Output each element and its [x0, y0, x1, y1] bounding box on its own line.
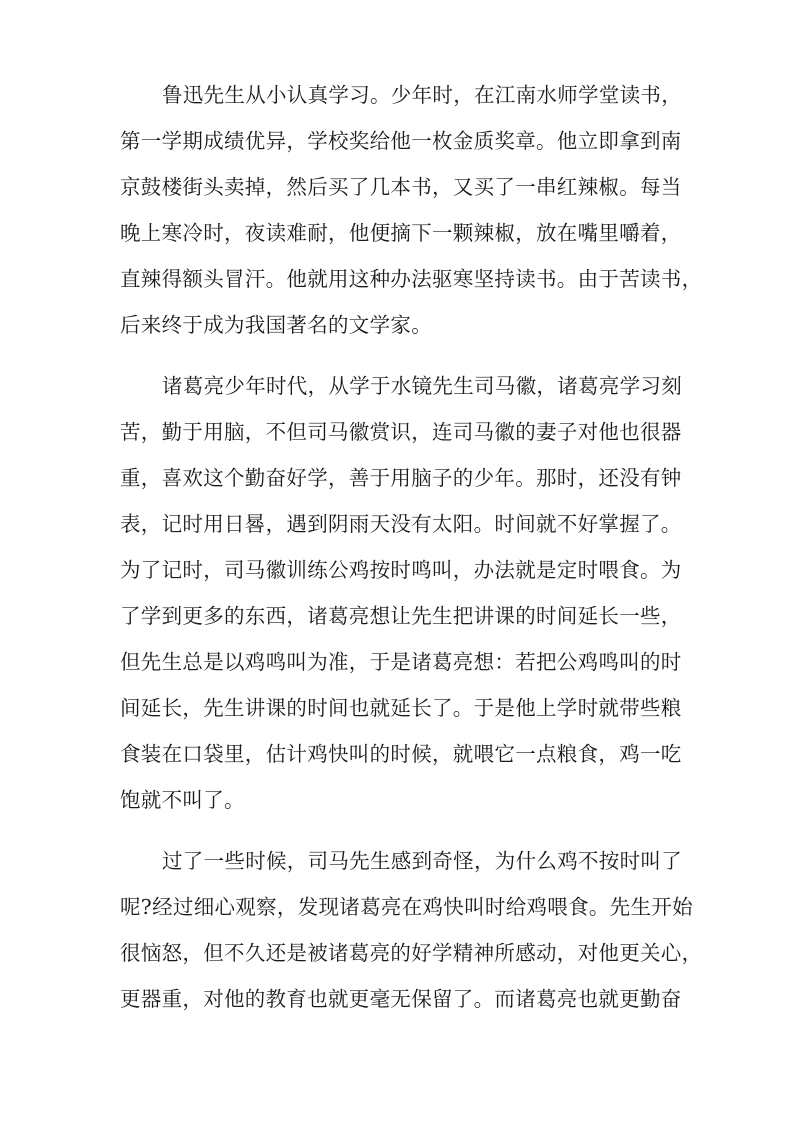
text-line: 过了一些时候，司马先生感到奇怪，为什么鸡不按时叫了: [162, 849, 682, 873]
text-line: 但先生总是以鸡鸣叫为准，于是诸葛亮想：若把公鸡鸣叫的时: [120, 650, 682, 674]
text-line: 更器重，对他的教育也就更毫无保留了。而诸葛亮也就更勤奋: [120, 987, 682, 1011]
text-line: 鲁迅先生从小认真学习。少年时，在江南水师学堂读书，: [162, 83, 682, 107]
text-line: 食装在口袋里，估计鸡快叫的时候，就喂它一点粮食，鸡一吃: [120, 742, 682, 766]
text-line: 苦，勤于用脑，不但司马徽赏识，连司马徽的妻子对他也很器: [120, 420, 682, 444]
text-line: 后来终于成为我国著名的文学家。: [120, 313, 432, 337]
text-line: 饱就不叫了。: [120, 788, 245, 812]
text-line: 第一学期成绩优异，学校奖给他一枚金质奖章。他立即拿到南: [120, 129, 682, 153]
text-line: 京鼓楼街头卖掉，然后买了几本书，又买了一串红辣椒。每当: [120, 175, 682, 199]
text-line: 晚上寒冷时，夜读难耐，他便摘下一颗辣椒，放在嘴里嚼着，: [120, 221, 682, 245]
text-line: 诸葛亮少年时代，从学于水镜先生司马徽，诸葛亮学习刻: [162, 374, 682, 398]
text-line: 间延长，先生讲课的时间也就延长了。于是他上学时就带些粮: [120, 696, 682, 720]
text-line: 重，喜欢这个勤奋好学，善于用脑子的少年。那时，还没有钟: [120, 466, 682, 490]
text-line: 了学到更多的东西，诸葛亮想让先生把讲课的时间延长一些，: [120, 604, 682, 628]
text-line: 表，记时用日晷，遇到阴雨天没有太阳。时间就不好掌握了。: [120, 512, 682, 536]
text-line: 呢?经过细心观察，发现诸葛亮在鸡快叫时给鸡喂食。先生开始: [120, 895, 693, 919]
text-line: 直辣得额头冒汗。他就用这种办法驱寒坚持读书。由于苦读书，: [120, 267, 703, 291]
text-line: 为了记时，司马徽训练公鸡按时鸣叫，办法就是定时喂食。为: [120, 558, 682, 582]
text-line: 很恼怒，但不久还是被诸葛亮的好学精神所感动，对他更关心，: [120, 941, 703, 965]
